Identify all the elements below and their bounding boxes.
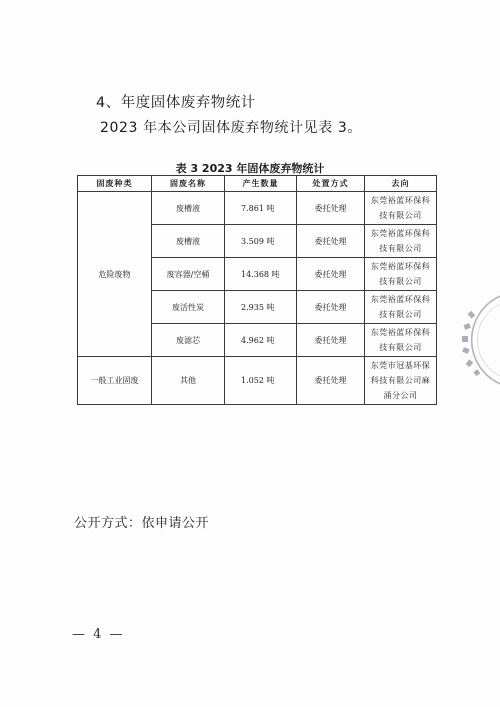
category-cell-general: 一般工业固废 bbox=[78, 357, 152, 405]
destination-line: 东莞裕蓝环保科 bbox=[370, 295, 431, 304]
waste-name-cell: 废活性炭 bbox=[152, 291, 225, 324]
method-cell: 委托处理 bbox=[297, 291, 365, 324]
company-seal-icon bbox=[455, 290, 500, 390]
destination-line: 技有限公司 bbox=[379, 277, 422, 286]
header-amount: 产生数量 bbox=[225, 176, 297, 192]
destination-line: 涌分公司 bbox=[383, 391, 418, 400]
destination-line: 科技有限公司麻 bbox=[370, 376, 431, 385]
method-cell: 委托处理 bbox=[297, 357, 365, 405]
destination-cell bbox=[365, 192, 437, 225]
amount-cell: 3.509 吨 bbox=[225, 225, 297, 258]
method-cell: 委托处理 bbox=[297, 324, 365, 357]
amount-cell: 7.861 吨 bbox=[225, 192, 297, 225]
header-method: 处置方式 bbox=[297, 176, 365, 192]
method-cell: 委托处理 bbox=[297, 258, 365, 291]
category-cell-hazardous: 危险废物 bbox=[78, 192, 152, 357]
header-destination: 去向 bbox=[365, 176, 437, 192]
amount-cell: 1.052 吨 bbox=[225, 357, 297, 405]
destination-line: 东莞市冠基环保 bbox=[370, 361, 431, 370]
destination-line: 技有限公司 bbox=[379, 343, 422, 352]
destination-cell bbox=[365, 324, 437, 357]
destination-line: 技有限公司 bbox=[379, 310, 422, 319]
amount-cell: 14.368 吨 bbox=[225, 258, 297, 291]
destination-line: 东莞裕蓝环保科 bbox=[370, 196, 431, 205]
solid-waste-table bbox=[77, 175, 437, 405]
table-caption: 表 3 2023 年固体废弃物统计 bbox=[175, 162, 325, 175]
table-header-row bbox=[78, 176, 437, 192]
table-row bbox=[78, 192, 437, 225]
destination-cell bbox=[365, 258, 437, 291]
waste-name-cell: 其他 bbox=[152, 357, 225, 405]
intro-paragraph: 2023 年本公司固体废弃物统计见表 3。 bbox=[100, 120, 363, 136]
amount-cell: 4.962 吨 bbox=[225, 324, 297, 357]
destination-cell bbox=[365, 357, 437, 405]
method-cell: 委托处理 bbox=[297, 225, 365, 258]
destination-line: 东莞裕蓝环保科 bbox=[370, 262, 431, 271]
header-name: 固废名称 bbox=[152, 176, 225, 192]
amount-cell: 2.935 吨 bbox=[225, 291, 297, 324]
destination-cell bbox=[365, 291, 437, 324]
method-cell: 委托处理 bbox=[297, 192, 365, 225]
table-row bbox=[78, 357, 437, 405]
page-number: — 4 — bbox=[72, 627, 125, 642]
waste-name-cell: 废槽液 bbox=[152, 225, 225, 258]
section-heading: 4、年度固体废弃物统计 bbox=[96, 95, 256, 111]
waste-name-cell: 废槽液 bbox=[152, 192, 225, 225]
destination-line: 东莞裕蓝环保科 bbox=[370, 229, 431, 238]
destination-line: 技有限公司 bbox=[379, 211, 422, 220]
destination-line: 东莞裕蓝环保科 bbox=[370, 328, 431, 337]
disclosure-method: 公开方式：依申请公开 bbox=[74, 516, 210, 531]
waste-name-cell: 废滤芯 bbox=[152, 324, 225, 357]
destination-line: 技有限公司 bbox=[379, 244, 422, 253]
header-category: 固废种类 bbox=[78, 176, 152, 192]
waste-name-cell: 废容器/空桶 bbox=[152, 258, 225, 291]
destination-cell bbox=[365, 225, 437, 258]
